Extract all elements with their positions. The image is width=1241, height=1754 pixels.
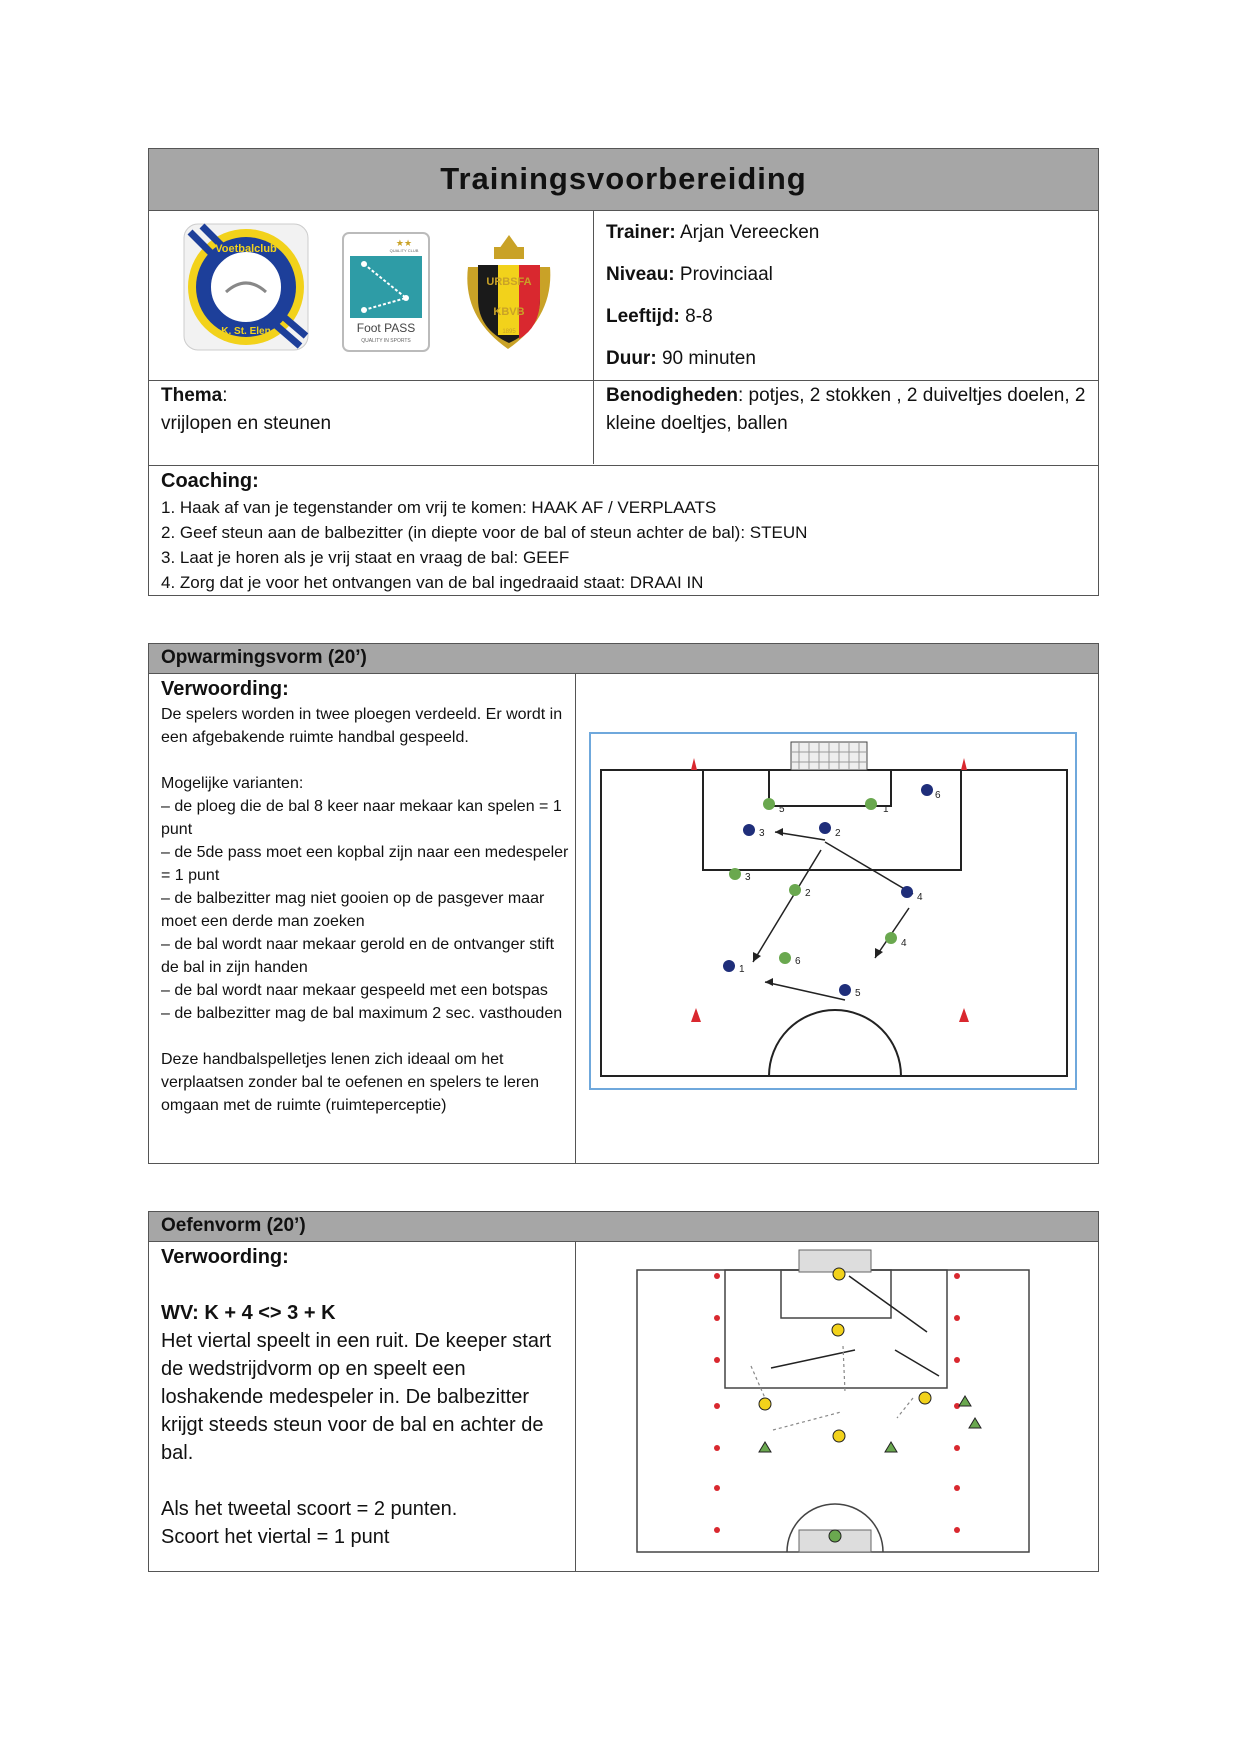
divider bbox=[593, 211, 594, 464]
niveau-row bbox=[606, 261, 773, 289]
player-number: 4 bbox=[917, 892, 923, 903]
coaching-cell bbox=[161, 467, 1086, 595]
player-number: 6 bbox=[795, 956, 801, 967]
exercise-score: Als het tweetal scoort = 2 punten. bbox=[161, 1498, 458, 1520]
title-bar bbox=[149, 149, 1098, 211]
warmup-variant: – de 5de pass moet een kopbal zijn naar een medespeler = 1 punt bbox=[161, 844, 569, 884]
coaching-item: 4. Zorg dat je voor het ontvangen van de bal ingedraaid staat: DRAAI IN bbox=[161, 573, 704, 592]
divider bbox=[149, 465, 1098, 466]
warmup-variant: – de balbezitter mag de bal maximum 2 sec. vasthouden bbox=[161, 1005, 563, 1022]
trainer-label: Trainer: bbox=[606, 222, 676, 243]
exercise-text bbox=[161, 1243, 569, 1551]
trainer-row bbox=[606, 219, 819, 247]
player-number: 3 bbox=[759, 828, 765, 839]
footpass-logo bbox=[342, 232, 430, 352]
warmup-text bbox=[161, 675, 569, 1117]
exercise-wv: WV: K + 4 <> 3 + K bbox=[161, 1302, 336, 1324]
warmup-intro: De spelers worden in twee ploegen verdeeld. Er wordt in een afgebakende ruimte handbal gespeeld. bbox=[161, 706, 563, 746]
warmup-header bbox=[149, 644, 1098, 674]
player-number: 5 bbox=[779, 804, 785, 815]
warmup-variant: – de bal wordt naar mekaar gerold en de ontvanger stift de bal in zijn handen bbox=[161, 936, 555, 976]
exercise-score: Scoort het viertal = 1 punt bbox=[161, 1526, 390, 1548]
coaching-label: Coaching: bbox=[161, 470, 259, 492]
exercise-title: Oefenvorm (20’) bbox=[161, 1215, 306, 1236]
divider bbox=[149, 380, 1098, 381]
player-number: 2 bbox=[835, 828, 841, 839]
thema-value: vrijlopen en steunen bbox=[161, 413, 332, 434]
duur-row bbox=[606, 345, 756, 373]
player-number: 5 bbox=[855, 988, 861, 999]
thema-cell bbox=[161, 382, 581, 438]
thema-colon: : bbox=[222, 385, 228, 406]
kbvb-logo bbox=[460, 227, 558, 357]
thema-label: Thema bbox=[161, 385, 223, 406]
header-box bbox=[148, 148, 1099, 596]
leeftijd-label: Leeftijd: bbox=[606, 306, 680, 327]
duur-label: Duur: bbox=[606, 348, 657, 369]
warmup-outro: Deze handbalspelletjes lenen zich ideaal om het verplaatsen zonder bal te oefenen en spelers te leren omgaan met de ruimte (ruimteperceptie) bbox=[161, 1051, 540, 1114]
divider bbox=[575, 674, 576, 1163]
kbvb-text: URBSFA bbox=[486, 276, 532, 288]
svg-text:★★: ★★ bbox=[395, 238, 413, 248]
duur-value: 90 minuten bbox=[661, 348, 756, 369]
exercise-diagram bbox=[635, 1246, 1031, 1571]
exercise-description: Het viertal speelt in een ruit. De keeper start de wedstrijdvorm op en speelt een loshakende medespeler in. De balbezitter krijgt steeds steun voor de bal en achter de bal. bbox=[161, 1330, 552, 1464]
warmup-variant: – de balbezitter mag niet gooien op de pasgever maar moet een derde man zoeken bbox=[161, 890, 545, 930]
warmup-box bbox=[148, 643, 1099, 1164]
footpass-top-text: QUALITY CLUB bbox=[389, 248, 419, 253]
warmup-diagram bbox=[589, 732, 1077, 1095]
exercise-header bbox=[149, 1212, 1098, 1242]
leeftijd-value: 8-8 bbox=[685, 306, 713, 327]
warmup-variants-label: Mogelijke varianten: bbox=[161, 775, 304, 792]
page-title: Trainingsvoorbereiding bbox=[440, 161, 807, 196]
warmup-verwoording: Verwoording: bbox=[161, 678, 289, 700]
kbvb-text: KBVB bbox=[493, 306, 525, 318]
footpass-sub: QUALITY IN SPORTS bbox=[361, 338, 411, 344]
exercise-box bbox=[148, 1211, 1099, 1572]
player-number: 4 bbox=[901, 938, 907, 949]
player-number: 3 bbox=[745, 872, 751, 883]
coaching-item: 2. Geef steun aan de balbezitter (in diepte voor de bal of steun achter de bal): STEUN bbox=[161, 523, 808, 542]
warmup-title: Opwarmingsvorm (20’) bbox=[161, 647, 367, 668]
coaching-item: 3. Laat je horen als je vrij staat en vraag de bal: GEEF bbox=[161, 548, 570, 567]
benodigdheden-cell bbox=[606, 382, 1090, 438]
kbvb-year: 1895 bbox=[502, 329, 516, 335]
niveau-label: Niveau: bbox=[606, 264, 675, 285]
player-number: 1 bbox=[883, 804, 889, 815]
footpass-label: Foot PASS bbox=[356, 321, 416, 335]
club-logo bbox=[182, 222, 310, 352]
benodigdheden-label: Benodigheden bbox=[606, 385, 738, 406]
player-number: 1 bbox=[739, 964, 745, 975]
player-number: 6 bbox=[935, 790, 941, 801]
niveau-value: Provinciaal bbox=[679, 264, 773, 285]
trainer-value: Arjan Vereecken bbox=[679, 222, 820, 243]
exercise-verwoording: Verwoording: bbox=[161, 1246, 289, 1268]
leeftijd-row bbox=[606, 303, 713, 331]
divider bbox=[575, 1242, 576, 1571]
player-number: 2 bbox=[805, 888, 811, 899]
club-logo-text: K. St. Elen bbox=[221, 326, 271, 337]
warmup-variant: – de ploeg die de bal 8 keer naar mekaar kan spelen = 1 punt bbox=[161, 798, 562, 838]
warmup-variant: – de bal wordt naar mekaar gespeeld met een botspas bbox=[161, 982, 548, 999]
club-logo-text: Voetbalclub bbox=[215, 243, 277, 255]
benodigdheden-value: : potjes, 2 stokken , 2 duiveltjes doelen, 2 kleine doeltjes, ballen bbox=[606, 385, 1086, 434]
coaching-item: 1. Haak af van je tegenstander om vrij te komen: HAAK AF / VERPLAATS bbox=[161, 498, 717, 517]
